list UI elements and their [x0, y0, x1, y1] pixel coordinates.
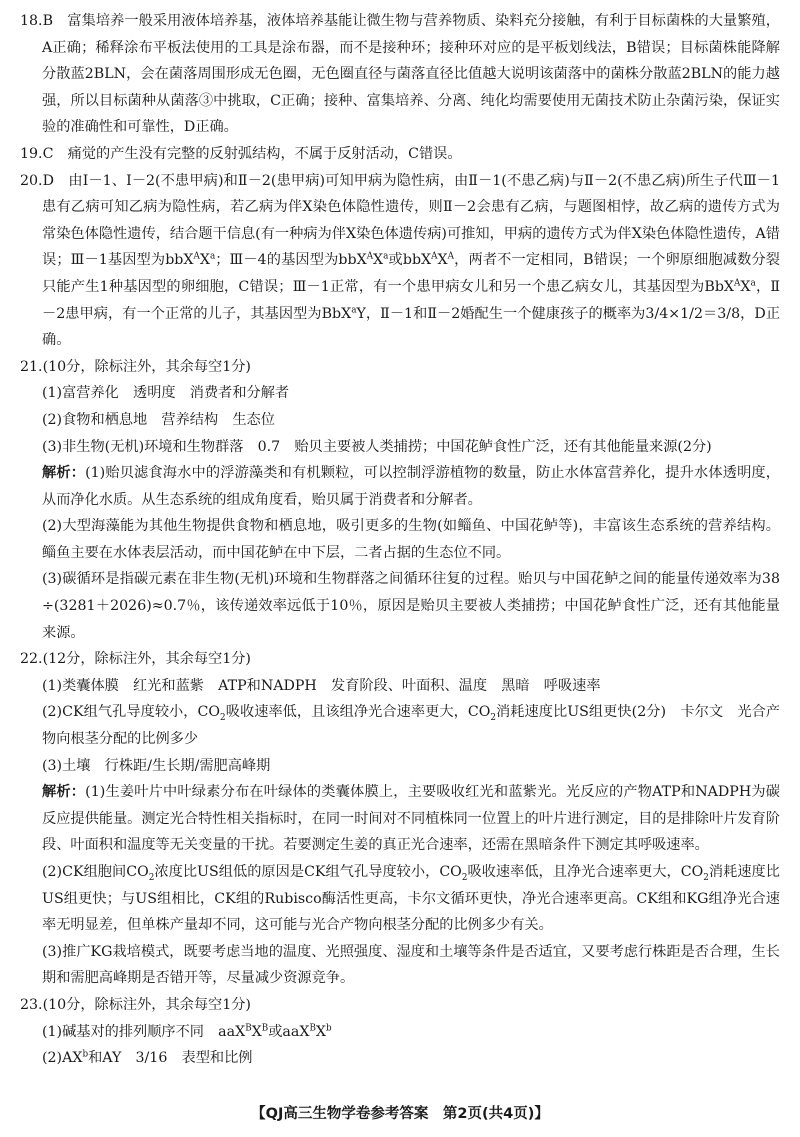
subscript-2: 2 — [148, 872, 155, 883]
chromosome-symbol: X — [373, 252, 384, 269]
allele-superscript: A — [447, 251, 454, 262]
analysis-22-2 — [20, 859, 780, 939]
question-number: 18.B — [20, 13, 53, 29]
answer-text: (1)碱基对的排列顺序不同 aaX — [42, 1023, 246, 1040]
chromosome-symbol: X — [437, 252, 448, 269]
allele-superscript: a — [351, 304, 357, 315]
answer-text: Y，Ⅱ－1和Ⅱ－2婚配生一个健康孩子的概率为3/4×1/2＝3/8，D正确。 — [42, 305, 781, 349]
answer-text: 富集培养一般采用液体培养基，液体培养基能让微生物与营养物质、染料充分接触，有利于目标菌株的大量繁殖，A正确；稀释涂布平板法使用的工具是涂布器，而不是接种环；接种环对应的是平板划线法，B错误；目标菌株能降解分散蓝2BLN，会在菌落周围形成无色圈，无色圈直径与菌落直径比值越大说明该菌落中的菌株分散蓝2BLN的能力越强，所以目标菌种从菌落③中挑取，C正确；接种、富集培养、分离、纯化均需要使用无菌技术防止杂菌污染，保证实验的准确性和可靠性，D正确。 — [42, 13, 780, 136]
answer-text: 由Ⅰ－1、Ⅰ－2(不患甲病)和Ⅱ－2(患甲病)可知甲病为隐性病，由Ⅱ－1(不患乙病)与Ⅱ－2(不患乙病)所生子代Ⅲ－1患有乙病可知乙病为隐性病，若乙病为伴X染色体隐性遗传，则Ⅱ－2会患有乙病，与题图相悖，故乙病的遗传方式为常染色体隐性遗传，结合题干信息(有一种病为伴X染色体遗传病)可推知，甲病的遗传方式为伴X染色体隐性遗传，A错误；Ⅲ－1基因型为bbX — [42, 172, 780, 269]
answer-23-header: 23.(10分，除标注外，其余每空1分) — [20, 996, 251, 1013]
answer-text: 痛觉的产生没有完整的反射弧结构，不属于反射活动，C错误。 — [67, 145, 462, 162]
answer-21-1: (1)富营养化 透明度 消费者和分解者 — [42, 385, 290, 402]
answer-23-1 — [20, 1019, 780, 1046]
allele-superscript: b — [326, 1022, 332, 1033]
analysis-text: 吸收速率低，且净光合速率更大，CO — [467, 864, 704, 880]
question-number: 20.D — [20, 172, 54, 189]
answer-text: (2)CK组气孔导度较小，CO — [42, 704, 221, 721]
answer-23-2 — [20, 1045, 780, 1072]
allele-superscript: A — [431, 251, 438, 262]
answer-text: ；Ⅲ－4的基因型为bbX — [215, 252, 367, 269]
analysis-label: 解析： — [42, 784, 86, 801]
analysis-label: 解析： — [42, 465, 86, 482]
allele-superscript: A — [734, 278, 741, 289]
analysis-text: 消耗速度比US组更快；与US组相比，CK组的Rubisco酶活性更高，卡尔文循环更快，净光合速率更高。CK组和KG组净光合速率无明显差，但单株产量却不同，这可能与光合产物向根茎分配的比例多少有关。 — [42, 864, 780, 934]
answer-21-2: (2)食物和栖息地 营养结构 生态位 — [42, 411, 275, 428]
subscript-2: 2 — [490, 713, 496, 724]
analysis-text: 浓度比US组低的原因是CK组气孔导度较小，CO — [154, 864, 462, 880]
subscript-2: 2 — [220, 713, 226, 724]
answer-18 — [20, 8, 780, 141]
chromosome-symbol: X — [251, 1023, 262, 1040]
answer-21-header: 21.(10分，除标注外，其余每空1分) — [20, 358, 251, 375]
answer-22-header: 22.(12分，除标注外，其余每空1分) — [20, 651, 251, 668]
analysis-21-1 — [20, 460, 780, 513]
analysis-21-2: (2)大型海藻能为其他生物提供食物和栖息地，吸引更多的生物(如鲻鱼、中国花鲈等)，丰富该生态系统的营养结构。鲻鱼主要在水体表层活动，而中国花鲈在中下层，二者占据的生态位不同。 — [42, 518, 780, 561]
answer-text: 消耗速度比US组更快(2分) 卡尔文 光合产物向根茎分配的比例多少 — [42, 704, 780, 748]
answer-20 — [20, 168, 780, 354]
allele-superscript: a — [383, 251, 389, 262]
analysis-22-1 — [20, 779, 780, 859]
answer-22-3: (3)土壤 行株距/生长期/需肥高峰期 — [42, 757, 271, 774]
allele-superscript: B — [261, 1022, 269, 1033]
analysis-text: (1)贻贝滤食海水中的浮游藻类和有机颗粒，可以控制浮游植物的数量，防止水体富营养化，提升水体透明度，从而净化水质。从生态系统的组成角度看，贻贝属于消费者和分解者。 — [42, 465, 780, 508]
chromosome-symbol: X — [740, 278, 751, 295]
page-footer: 【QJ高三生物学卷参考答案 第2页(共4页)】 — [251, 1106, 549, 1122]
allele-superscript: B — [245, 1022, 252, 1033]
allele-superscript: a — [209, 251, 216, 262]
question-number: 19.C — [20, 145, 54, 162]
subscript-2: 2 — [703, 872, 709, 883]
subscript-2: 2 — [461, 872, 468, 883]
answer-text: ，两者不一定相同，B错误；一个卵原细胞减数分裂只能产生1种基因型的卵细胞，C错误；Ⅲ－1正常，有一个患甲病女儿和另一个患乙病女儿，其基因型为BbX — [42, 252, 780, 295]
answer-text: ，Ⅱ－2患甲病，有一个正常的儿子，其基因型为BbX — [42, 278, 780, 322]
answer-text: 或bbX — [388, 252, 432, 269]
answer-22-1: (1)类囊体膜 红光和蓝紫 ATP和NADPH 发育阶段、叶面积、温度 黑暗 呼吸速率 — [42, 677, 601, 694]
analysis-text: (1)生姜叶片中叶绿素分布在叶绿体的类囊体膜上，主要吸收红光和蓝紫光。光反应的产物ATP和NADPH为碳反应提供能量。测定光合特性相关指标时，在同一时间对不同植株同一位置上的叶片进行测定，目的是排除叶片发育阶段、叶面积和温度等无关变量的干扰。若要测定生姜的真正光合速率，还需在黑暗条件下测定其呼吸速率。 — [42, 784, 780, 854]
answer-text: 和AY 3/16 表型和比例 — [88, 1050, 253, 1067]
allele-superscript: B — [309, 1022, 316, 1033]
chromosome-symbol: X — [199, 252, 210, 269]
analysis-22-3: (3)推广KG栽培模式，既要考虑当地的温度、光照强度、湿度和土壤等条件是否适宜，又要考虑行株距是否合理，生长期和需肥高峰期是否错开等，尽量减少资源竞争。 — [42, 943, 780, 987]
analysis-text: (2)CK组胞间CO — [42, 864, 149, 880]
answer-text: (2)AX — [42, 1050, 83, 1067]
answer-22-2 — [20, 699, 780, 752]
allele-superscript: a — [750, 278, 756, 289]
answer-19 — [20, 141, 780, 168]
chromosome-symbol: X — [315, 1023, 327, 1040]
analysis-21-3: (3)碳循环是指碳元素在非生物(无机)环境和生物群落之间循环往复的过程。贻贝与中国花鲈之间的能量传递效率为38÷(3281＋2026)≈0.7％，该传递效率远低于10％，原因是贻贝主要被人类捕捞；中国花鲈食性广泛，还有其他能量来源。 — [42, 571, 780, 641]
allele-superscript: A — [193, 251, 200, 262]
answer-21-3: (3)非生物(无机)环境和生物群落 0.7 贻贝主要被人类捕捞；中国花鲈食性广泛，还有其他能量来源(2分) — [42, 438, 712, 455]
answer-text: 吸收速率低，且该组净光合速率更大，CO — [225, 704, 491, 721]
answer-text: 或aaX — [268, 1023, 310, 1040]
allele-superscript: b — [82, 1049, 89, 1060]
allele-superscript: A — [366, 251, 374, 262]
